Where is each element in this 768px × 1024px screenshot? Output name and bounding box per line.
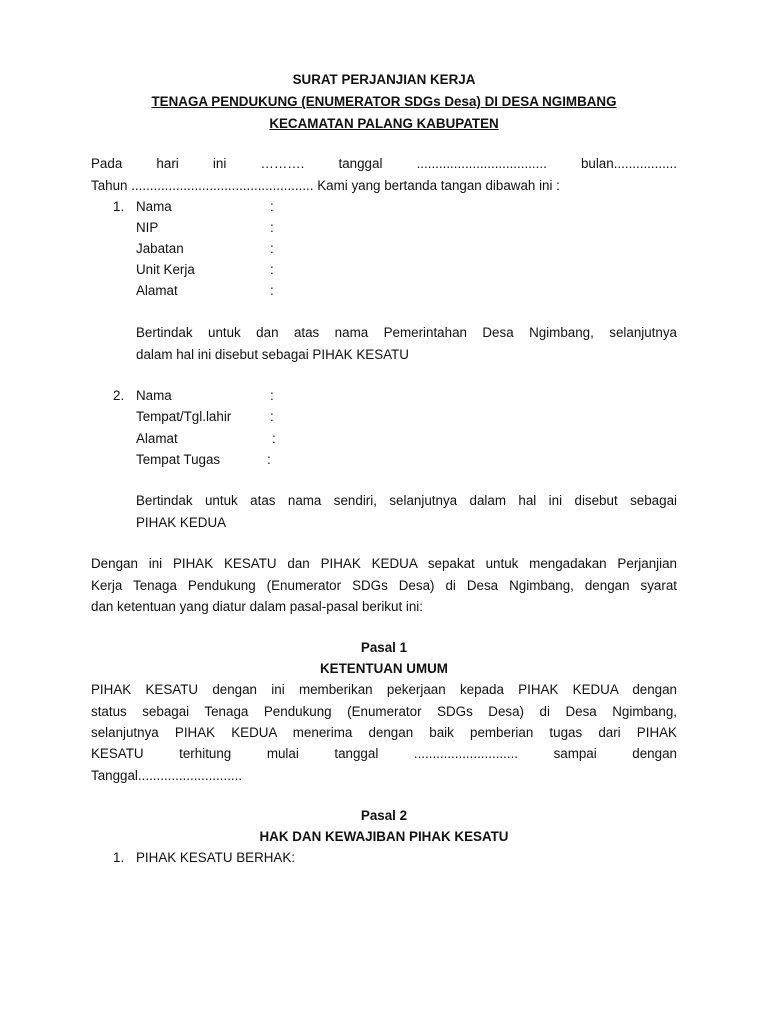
party-1-field-label: Jabatan [136, 241, 184, 256]
pasal-1-line-4 [91, 746, 677, 761]
document-title: SURAT PERJANJIAN KERJA [292, 72, 476, 87]
party-2-field-label: Alamat [136, 431, 178, 446]
pasal-1-word: mulai [266, 746, 299, 761]
pasal-1-line-1: PIHAK KESATU dengan ini memberikan pekerjaan kepada PIHAK KEDUA dengan [91, 682, 677, 697]
party-1-field-label: Nama [136, 199, 172, 214]
document-subtitle-line-2: KECAMATAN PALANG KABUPATEN [269, 116, 499, 131]
opening-line-1 [91, 156, 677, 171]
agreement-line-2: Kerja Tenaga Pendukung (Enumerator SDGs Desa) di Desa Ngimbang, dengan syarat [91, 578, 677, 593]
pasal-1-word: tanggal [334, 746, 379, 761]
pasal-1-word: sampai [553, 746, 597, 761]
party-1-field-colon: : [270, 220, 274, 235]
party-2-field-colon: : [267, 452, 271, 467]
date-blank: ................................... [416, 156, 547, 171]
month-blank: bulan................. [580, 156, 677, 171]
pasal-2-title: HAK DAN KEWAJIBAN PIHAK KESATU [259, 829, 509, 844]
party-1-field-colon: : [270, 199, 274, 214]
party-2-statement-line-2: PIHAK KEDUA [136, 515, 227, 530]
pasal-1-title: KETENTUAN UMUM [320, 661, 448, 676]
opening-word: ini [212, 156, 227, 171]
party-1-number: 1. [113, 199, 125, 214]
pasal-2-item-number: 1. [113, 850, 125, 865]
party-1-statement-line-2: dalam hal ini disebut sebagai PIHAK KESATU [136, 347, 409, 362]
party-1-field-colon: : [270, 241, 274, 256]
pasal-1-word: terhitung [179, 746, 232, 761]
day-blank: ………. [260, 156, 305, 171]
party-2-field-colon: : [272, 431, 276, 446]
pasal-2-heading: Pasal 2 [360, 808, 408, 823]
party-1-field-colon: : [270, 262, 274, 277]
party-2-statement-line-1: Bertindak untuk atas nama sendiri, selanjutnya dalam hal ini disebut sebagai [136, 493, 677, 508]
party-2-field-colon: : [270, 409, 274, 424]
document-subtitle-line-1: TENAGA PENDUKUNG (ENUMERATOR SDGs Desa) DI DESA NGIMBANG [151, 94, 617, 109]
pasal-1-heading: Pasal 1 [360, 640, 408, 655]
party-1-field-colon: : [270, 283, 274, 298]
pasal-1-line-3: selanjutnya PIHAK KEDUA menerima dengan baik pemberian tugas dari PIHAK [91, 725, 677, 740]
opening-word: Pada [91, 156, 123, 171]
pasal-2-item-text: PIHAK KESATU BERHAK: [136, 850, 295, 865]
opening-word: tanggal [338, 156, 383, 171]
party-1-field-label: Unit Kerja [136, 262, 195, 277]
party-2-field-label: Nama [136, 388, 172, 403]
start-date-blank: ............................ [413, 746, 519, 761]
pasal-1-word: KESATU [91, 746, 144, 761]
pasal-1-line-2: status sebagai Tenaga Pendukung (Enumerator SDGs Desa) di Desa Ngimbang, [91, 704, 677, 719]
party-1-statement-line-1: Bertindak untuk dan atas nama Pemerintahan Desa Ngimbang, selanjutnya [136, 325, 677, 340]
party-1-field-label: Alamat [136, 283, 178, 298]
pasal-1-word: dengan [632, 746, 677, 761]
opening-line-2: Tahun ................................................. Kami yang bertanda tangan dibawah ini : [91, 178, 560, 193]
party-2-number: 2. [113, 388, 125, 403]
opening-word: hari [156, 156, 179, 171]
agreement-line-3: dan ketentuan yang diatur dalam pasal-pasal berikut ini: [91, 599, 424, 614]
agreement-line-1: Dengan ini PIHAK KESATU dan PIHAK KEDUA sepakat untuk mengadakan Perjanjian [91, 556, 677, 571]
party-2-field-colon: : [270, 388, 274, 403]
party-2-field-label: Tempat/Tgl.lahir [136, 409, 232, 424]
pasal-1-line-5: Tanggal............................ [91, 768, 243, 783]
party-1-field-label: NIP [136, 220, 159, 235]
party-2-field-label: Tempat Tugas [136, 452, 221, 467]
